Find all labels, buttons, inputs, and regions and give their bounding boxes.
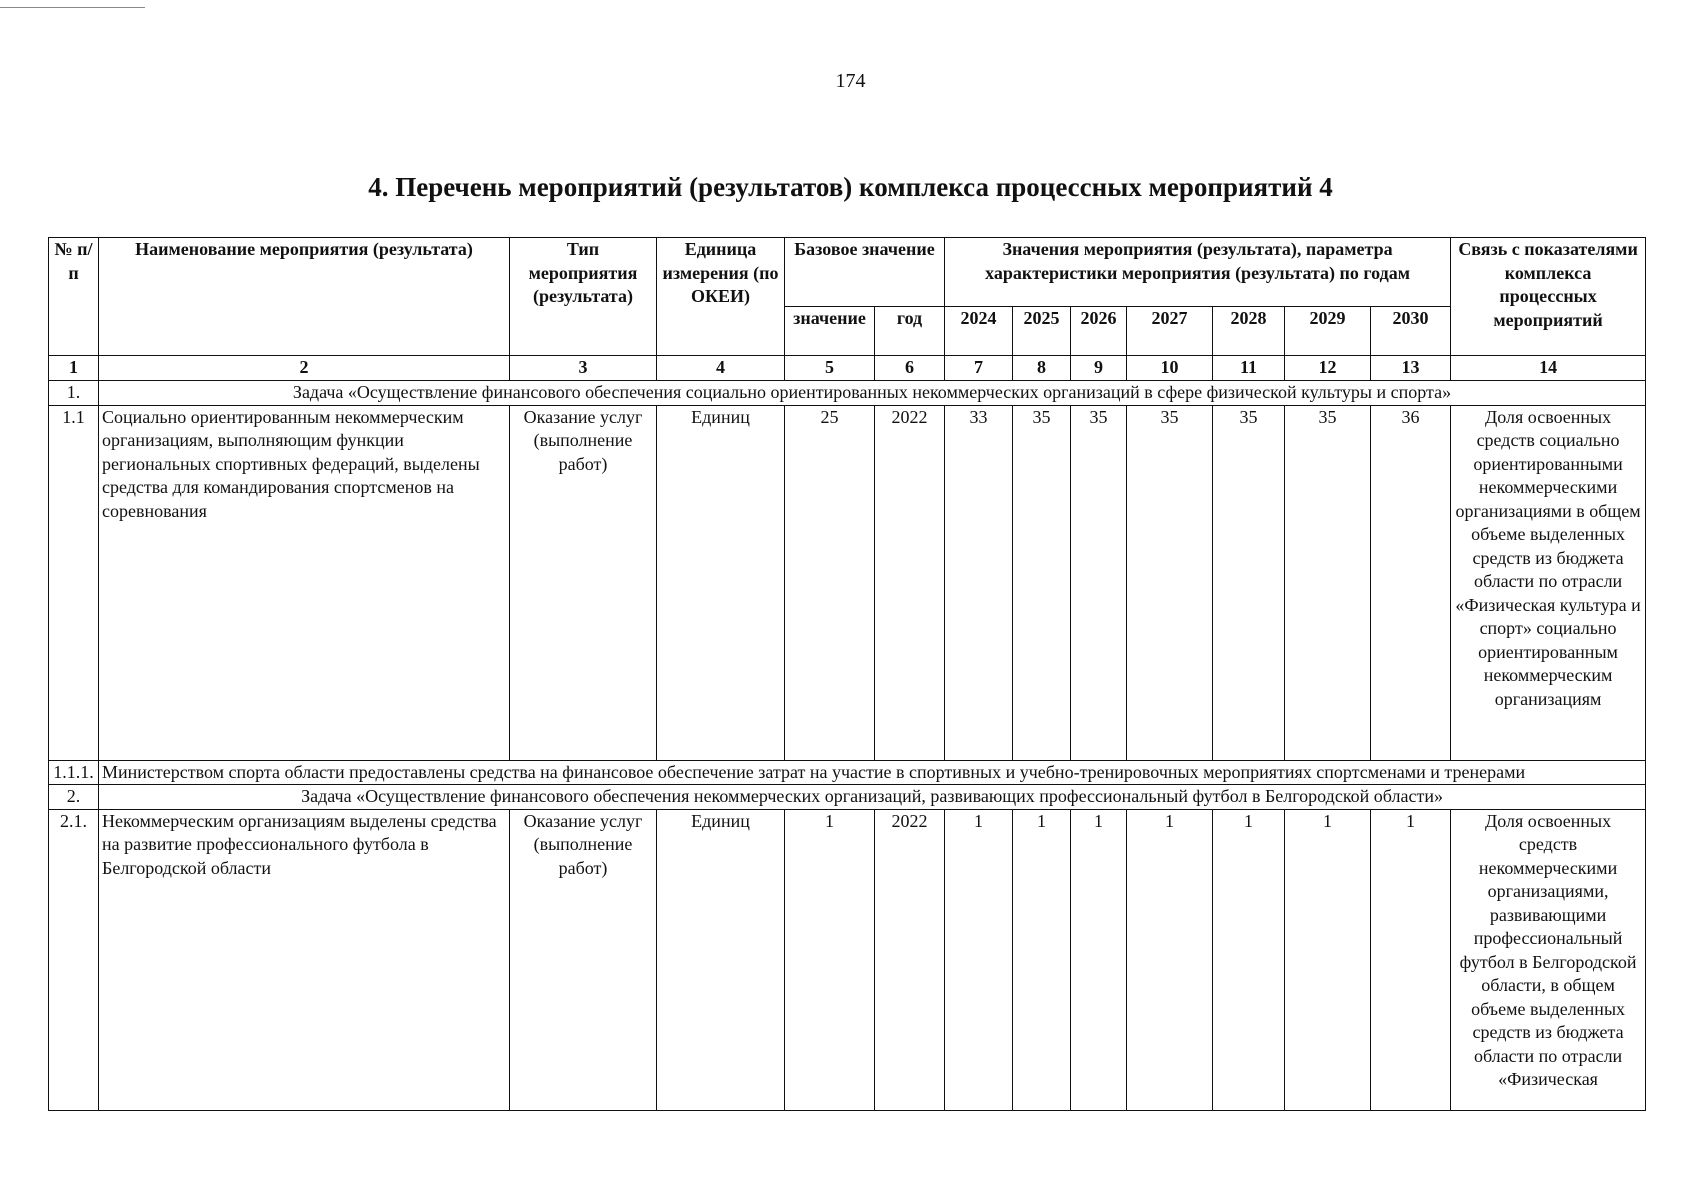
column-number: 1 <box>49 356 99 381</box>
row-number: 1.1 <box>49 405 99 760</box>
column-number: 12 <box>1285 356 1371 381</box>
row-year-value: 33 <box>945 405 1013 760</box>
row-year-value: 1 <box>1371 809 1451 1110</box>
row-year-value: 35 <box>1013 405 1071 760</box>
row-number: 2.1. <box>49 809 99 1110</box>
task-text: Задача «Осуществление финансового обеспечения некоммерческих организаций, развивающих профессиональный футбол в Белгородской области» <box>99 785 1646 810</box>
header-year: 2030 <box>1371 307 1451 356</box>
header-year: 2028 <box>1213 307 1285 356</box>
header-year: 2024 <box>945 307 1013 356</box>
column-number: 5 <box>785 356 875 381</box>
header-row-1 <box>49 238 1646 307</box>
header-unit: Единица измерения (по ОКЕИ) <box>657 238 785 356</box>
header-base-year: год <box>875 307 945 356</box>
column-number: 6 <box>875 356 945 381</box>
column-number: 14 <box>1451 356 1646 381</box>
page-title: 4. Перечень мероприятий (результатов) комплекса процессных мероприятий 4 <box>368 172 1333 202</box>
header-year: 2027 <box>1127 307 1213 356</box>
column-number: 10 <box>1127 356 1213 381</box>
subrow-number: 1.1.1. <box>49 760 99 785</box>
header-year: 2025 <box>1013 307 1071 356</box>
task-text: Задача «Осуществление финансового обеспечения социально ориентированных некоммерческих организаций в сфере физической культуры и спорта» <box>99 381 1646 406</box>
column-number: 8 <box>1013 356 1071 381</box>
row-link: Доля освоенных средств некоммерческими организациями, развивающими профессиональный футбол в Белгородской области, в общем объеме выделенных средств из бюджета области по отрасли «Физическая <box>1451 809 1646 1110</box>
column-number: 4 <box>657 356 785 381</box>
row-type: Оказание услуг (выполнение работ) <box>510 809 657 1110</box>
header-type: Тип мероприятия (результата) <box>510 238 657 356</box>
subrow-text: Министерством спорта области предоставлены средства на финансовое обеспечение затрат на участие в спортивных и учебно-тренировочных мероприятиях спортсменами и тренерами <box>99 760 1646 785</box>
header-values: Значения мероприятия (результата), параметра характеристики мероприятия (результата) по годам <box>945 238 1451 307</box>
measures-table <box>48 237 1646 1111</box>
measure-row <box>49 809 1646 1110</box>
task-row <box>49 381 1646 406</box>
header-year: 2026 <box>1071 307 1127 356</box>
column-number: 11 <box>1213 356 1285 381</box>
row-unit: Единиц <box>657 405 785 760</box>
row-base-year: 2022 <box>875 405 945 760</box>
task-number: 1. <box>49 381 99 406</box>
header-base-value: значение <box>785 307 875 356</box>
header-base: Базовое значение <box>785 238 945 307</box>
row-year-value: 1 <box>1285 809 1371 1110</box>
top-rule <box>0 7 145 8</box>
column-number: 13 <box>1371 356 1451 381</box>
header-link: Связь с показателями комплекса процессных мероприятий <box>1451 238 1646 356</box>
row-year-value: 36 <box>1371 405 1451 760</box>
row-year-value: 35 <box>1213 405 1285 760</box>
column-number: 2 <box>99 356 510 381</box>
task-number: 2. <box>49 785 99 810</box>
column-number: 3 <box>510 356 657 381</box>
measure-row <box>49 405 1646 760</box>
column-number: 7 <box>945 356 1013 381</box>
column-number-row <box>49 356 1646 381</box>
row-year-value: 1 <box>1071 809 1127 1110</box>
row-name: Некоммерческим организациям выделены средства на развитие профессионального футбола в Белгородской области <box>99 809 510 1110</box>
page-number: 174 <box>835 70 866 92</box>
header-number: № п/п <box>49 238 99 356</box>
row-type: Оказание услуг (выполнение работ) <box>510 405 657 760</box>
row-year-value: 1 <box>1127 809 1213 1110</box>
task-row <box>49 785 1646 810</box>
row-year-value: 1 <box>1213 809 1285 1110</box>
row-year-value: 35 <box>1071 405 1127 760</box>
column-number: 9 <box>1071 356 1127 381</box>
row-year-value: 35 <box>1127 405 1213 760</box>
header-year: 2029 <box>1285 307 1371 356</box>
row-base-value: 1 <box>785 809 875 1110</box>
row-name: Социально ориентированным некоммерческим организациям, выполняющим функции региональных спортивных федераций, выделены средства для командирования спортсменов на соревнования <box>99 405 510 760</box>
row-year-value: 35 <box>1285 405 1371 760</box>
row-year-value: 1 <box>945 809 1013 1110</box>
row-year-value: 1 <box>1013 809 1071 1110</box>
row-unit: Единиц <box>657 809 785 1110</box>
header-name: Наименование мероприятия (результата) <box>99 238 510 356</box>
row-link: Доля освоенных средств социально ориентированными некоммерческими организациями в общем объеме выделенных средств из бюджета области по отрасли «Физическая культура и спорт» социально ориентированным некоммерческим организациям <box>1451 405 1646 760</box>
sub-measure-row <box>49 760 1646 785</box>
row-base-value: 25 <box>785 405 875 760</box>
row-base-year: 2022 <box>875 809 945 1110</box>
